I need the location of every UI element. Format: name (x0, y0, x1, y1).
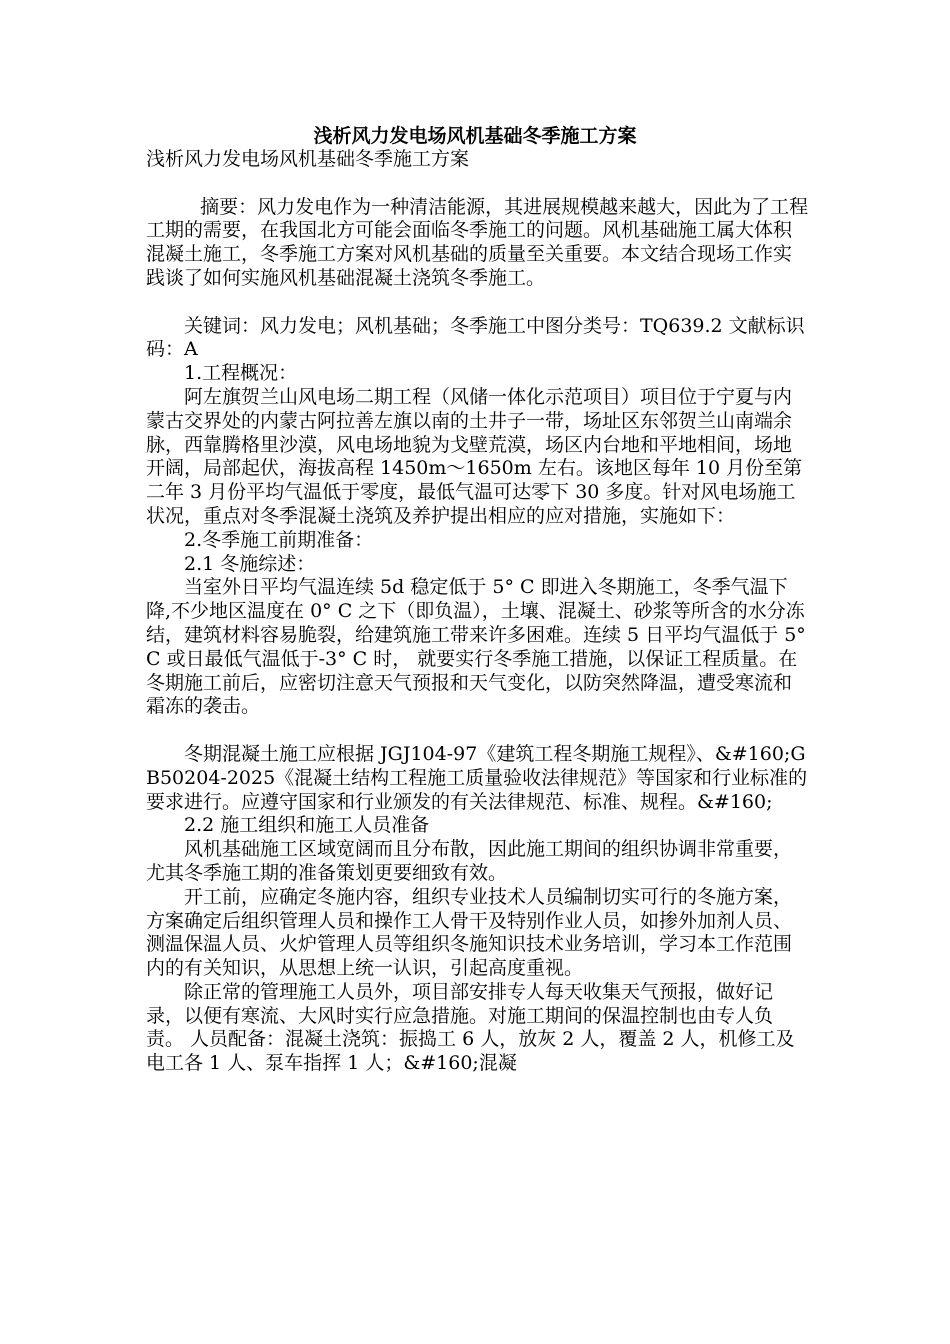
training-paragraph: 开工前，应确定冬施内容，组织专业技术人员编制切实可行的冬施方案，方案确定后组织管理人员和操作工人骨干及特别作业人员，如掺外加剂人员、测温保温人员、火炉管理人员等组织冬施知识技术业务培训，学习本工作范围内的有关知识，从思想上统一认识，引起高度重视。 (146, 885, 793, 980)
winter-overview-paragraph: 当室外日平均气温连续 5d 稳定低于 5° C 即进入冬期施工，冬季气温下降,不少地区温度在 0° C 之下（即负温），土壤、混凝土、砂浆等所含的水分冻结，建筑材料容易脆裂，给建筑施工带来许多困难。连续 5 日平均气温低于 5° C 或日最低气温低于-3° C 时， 就要实行冬季施工措施，以保证工程质量。在冬期施工前后，应密切注意天气预报和天气变化，以防突然降温，遭受寒流和霜冻的袭击。 (146, 576, 806, 718)
document-body (146, 148, 810, 1076)
section-heading-1: 1.工程概况： (184, 362, 298, 385)
project-overview-paragraph: 阿左旗贺兰山风电场二期工程（风储一体化示范项目）项目位于宁夏与内蒙古交界处的内蒙古阿拉善左旗以南的土井子一带，场址区东邻贺兰山南端余脉，西靠腾格里沙漠，风电场地貌为戈壁荒漠，场区内台地和平地相间，场地开阔，局部起伏，海拔高程 1450m～1650m 左右。该地区每年 10 月份至第二年 3 月份平均气温低于零度，最低气温可达零下 30 多度。针对风电场施工状况，重点对冬季混凝土浇筑及养护提出相应的应对措施，实施如下： (146, 385, 803, 527)
section-heading-2: 2.冬季施工前期准备： (184, 528, 374, 551)
section-heading-2-2: 2.2 施工组织和施工人员准备 (184, 814, 430, 837)
standards-paragraph: 冬期混凝土施工应根据 JGJ104-97《建筑工程冬期施工规程》、&#160;GB50204-2025《混凝土结构工程施工质量验收法律规范》等国家和行业标准的要求进行。应遵守国家和行业颁发的有关法律规范、标准、规程。&#160; (146, 742, 808, 813)
staffing-paragraph: 除正常的管理施工人员外，项目部安排专人每天收集天气预报，做好记录，以便有寒流、大风时实行应急措施。对施工期间的保温控制也由专人负责。 人员配备：混凝土浇筑：振捣工 6 人，放灰 2 人，覆盖 2 人，机修工及电工各 1 人、泵车指挥 1 人；&#160;混凝 (146, 980, 795, 1075)
blank-line (146, 291, 810, 315)
abstract-paragraph: 摘要：风力发电作为一种清洁能源，其进展规模越来越大，因此为了工程工期的需要，在我国北方可能会面临冬季施工的问题。风机基础施工属大体积混凝土施工，冬季施工方案对风机基础的质量至关重要。本文结合现场工作实践谈了如何实施风机基础混凝土浇筑冬季施工。 (146, 195, 809, 289)
blank-line (146, 172, 810, 196)
document-subtitle: 浅析风力发电场风机基础冬季施工方案 (146, 148, 470, 170)
blank-line (146, 719, 810, 743)
organization-paragraph: 风机基础施工区域宽阔而且分布散，因此施工期间的组织协调非常重要，尤其冬季施工期的准备策划更要细致有效。 (146, 838, 793, 884)
document-title: 浅析风力发电场风机基础冬季施工方案 (313, 125, 637, 147)
keywords-paragraph: 关键词：风力发电；风机基础；冬季施工中图分类号：TQ639.2 文献标识码：A (146, 314, 805, 361)
section-heading-2-1: 2.1 冬施综述： (184, 552, 316, 575)
